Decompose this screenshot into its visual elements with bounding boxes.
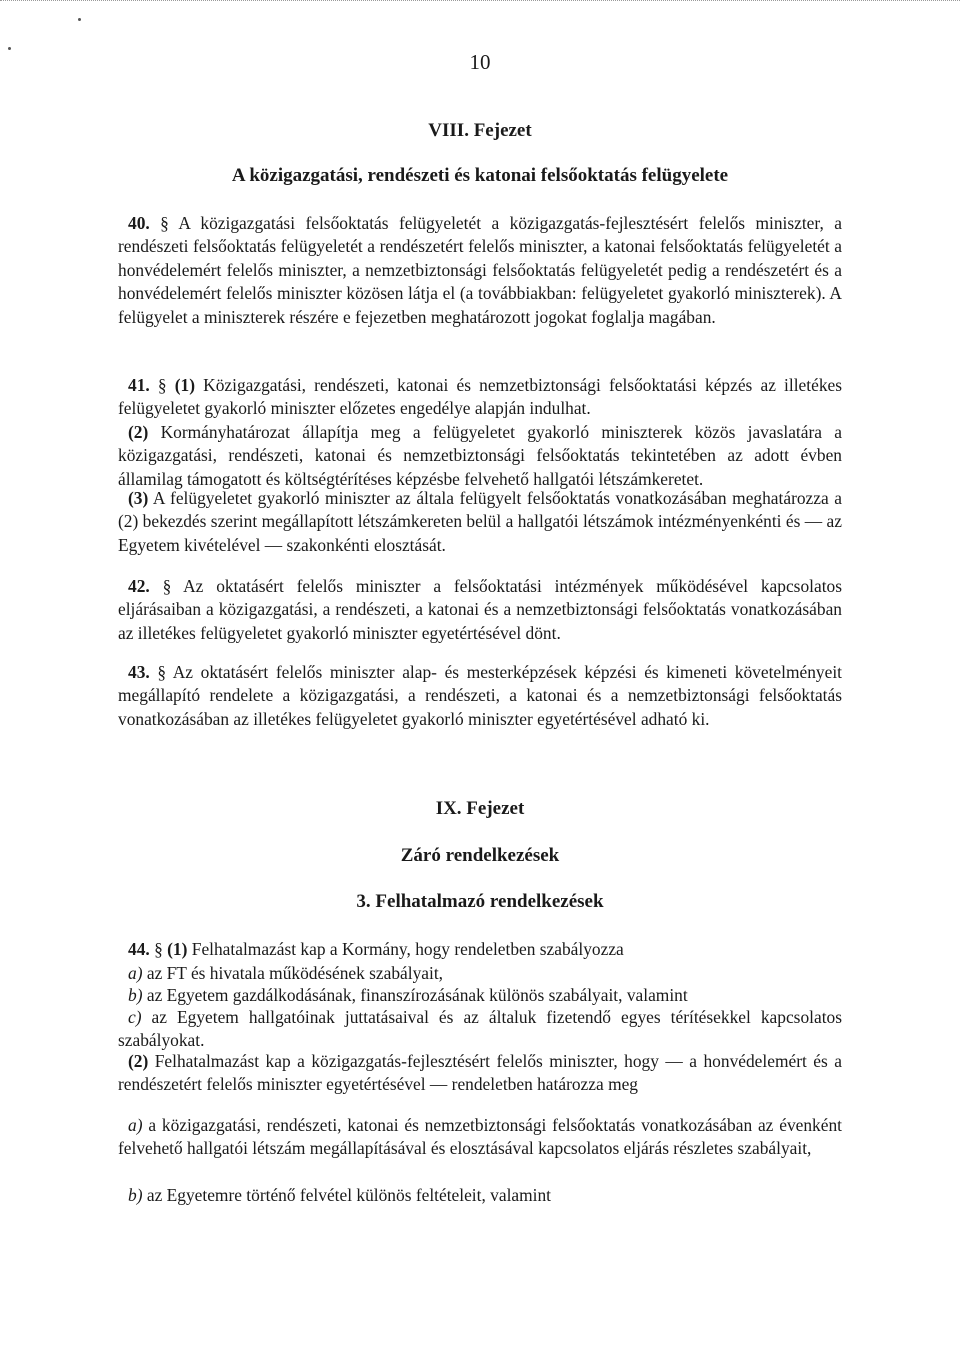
section-number: 44. (128, 939, 150, 959)
paragraph-text: a közigazgatási, rendészeti, katonai és nemzetbiztonsági felsőoktatás vonatkozásában az évenként felvehető hallgatói létszám megállapításával és elosztásával kapcsolatos eljárás részletes szabályait, (118, 1115, 842, 1159)
chapter-9-subtitle: Záró rendelkezések (400, 845, 560, 866)
section-number: 42. (128, 576, 150, 596)
paragraph-text: az Egyetem gazdálkodásának, finanszírozásának különös szabályait, valamint (142, 985, 688, 1005)
section-number: 40. (128, 213, 150, 233)
section-44-2 (118, 1050, 842, 1097)
section-number: (1) (174, 375, 196, 395)
section-43 (118, 661, 842, 731)
section-44-1-a (118, 962, 842, 985)
paragraph-text: A felügyeletet gyakorló miniszter az általa felügyelt felsőoktatás vonatkozásában meghatározza a (2) bekezdés szerint megállapított létszámkereten belül a hallgatói létszámok intézményenkénti és — az Egyetem kivételével — szakonkénti elosztását. (118, 488, 842, 555)
paragraph-text: § (149, 939, 168, 959)
section-40 (118, 212, 842, 329)
section-42 (118, 575, 842, 645)
paragraph-text: Felhatalmazást kap a közigazgatás-fejlesztésért felelős miniszter, hogy — a honvédelemért és a rendészetért felelős miniszter egyetértésével — rendeletben határozza meg (118, 1051, 842, 1095)
point-label: a) (128, 963, 143, 983)
section-44-2-a (118, 1114, 842, 1161)
page-number: 10 (469, 50, 491, 74)
point-label: a) (128, 1115, 143, 1135)
paragraph-text: az FT és hivatala működésének szabályait, (142, 963, 444, 983)
paragraph-text: Felhatalmazást kap a Kormány, hogy rendeletben szabályozza (187, 939, 624, 959)
paragraph-text: § Az oktatásért felelős miniszter a felsőoktatási intézmények működésével kapcsolatos eljárásaiban a közigazgatási, a rendészeti, a katonai és a nemzetbiztonsági felsőoktatás vonatkozásában az illetékes felügyeletet gyakorló miniszter egyetértésével dönt. (118, 576, 842, 643)
section-44-1 (118, 938, 842, 961)
paragraph-text: § (149, 375, 175, 395)
paragraph-text: az Egyetemre történő felvétel különös feltételeit, valamint (142, 1185, 552, 1205)
section-number: (2) (128, 1051, 149, 1071)
section-number: (3) (128, 488, 149, 508)
paragraph-text: Kormányhatározat állapítja meg a felügyeletet gyakorló miniszterek közös javaslatára a közigazgatási, rendészeti, katonai és nemzetbiztonsági felsőoktatás tekintetében az adott évben államilag támogatott és költségtérítéses képzésbe felvehető hallgatói létszámkeretet. (118, 422, 842, 489)
paragraph-text: § Az oktatásért felelős miniszter alap- és mesterképzések képzési és kimeneti követelményeit megállapító rendelete a közigazgatási, a rendészeti, a katonai és a nemzetbiztonsági felsőoktatás vonatkozásában az illetékes felügyeletet gyakorló miniszter egyetértésével adható ki. (118, 662, 842, 729)
section-44-2-b (118, 1184, 842, 1207)
chapter-9-title: IX. Fejezet (435, 798, 525, 819)
section-41-2 (118, 421, 842, 491)
point-label: b) (128, 985, 143, 1005)
section-44-1-c (118, 1006, 842, 1053)
point-label: b) (128, 1185, 143, 1205)
chapter-8-subtitle: A közigazgatási, rendészeti és katonai felsőoktatás felügyelete (231, 165, 729, 186)
section-number: 41. (128, 375, 150, 395)
point-label: c) (128, 1007, 142, 1027)
section-heading-3: 3. Felhatalmazó rendelkezések (356, 891, 604, 912)
paragraph-text: az Egyetem hallgatóinak juttatásaival és az általuk fizetendő egyes térítésekkel kapcsolatos szabályokat. (118, 1007, 842, 1051)
section-44-1-b (118, 984, 842, 1007)
section-41-1 (118, 374, 842, 421)
section-number: (2) (128, 422, 149, 442)
scan-speck (8, 47, 11, 50)
scan-edge (0, 0, 960, 6)
chapter-8-title: VIII. Fejezet (428, 120, 532, 141)
paragraph-text: Közigazgatási, rendészeti, katonai és nemzetbiztonsági felsőoktatási képzés az illetékes felügyeletet gyakorló miniszter előzetes engedélye alapján indulhat. (118, 375, 843, 419)
scan-speck (78, 18, 81, 21)
section-number: (1) (167, 939, 188, 959)
section-number: 43. (128, 662, 150, 682)
paragraph-text: § A közigazgatási felsőoktatás felügyeletét a közigazgatás-fejlesztésért felelős miniszter, a rendészeti felsőoktatás felügyeletét a rendészetért felelős miniszter, a katonai felsőoktatás felügyeletét a honvédelemért felelős miniszter, a nemzetbiztonsági felsőoktatás felügyeletét pedig a rendészetért és a honvédelemért felelős miniszter közösen látja el (a továbbiakban: felügyeletet gyakorló miniszterek). A felügyelet a miniszterek részére e fejezetben meghatározott jogokat foglalja magában. (118, 213, 842, 327)
section-41-3 (118, 487, 842, 557)
